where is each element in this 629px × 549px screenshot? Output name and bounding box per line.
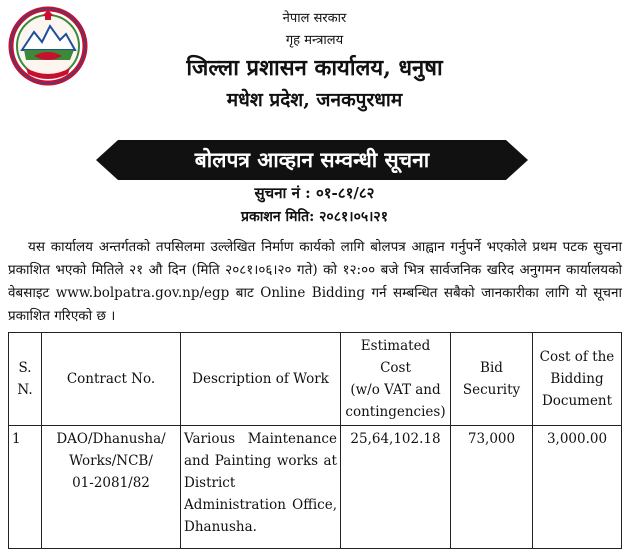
notice-number [0,183,629,203]
publication-date [0,207,629,226]
cell-sn: 1 [9,426,42,549]
notice-number-label: सुचना नं : [254,184,311,202]
table-row [9,426,622,549]
government-name: नेपाल सरकार [282,11,347,26]
cell-description: Various Maintenance and Painting works at District Administration Office, Dhanusha. [181,426,341,549]
header-bid-security: Bid Security [451,333,533,426]
cell-estimated-cost: 25,64,102.18 [341,426,451,549]
header-contract: Contract No. [42,333,181,426]
publication-date-value: २०८१।०५।२१ [319,209,388,225]
title-banner [96,140,528,180]
notice-title: बोलपत्र आव्हान सम्वन्धी सूचना [194,147,430,172]
header-sn: S. N. [9,333,42,426]
cell-bid-security: 73,000 [451,426,533,549]
province-name: मधेश प्रदेश, जनकपुरधाम [226,89,403,111]
office-name: जिल्ला प्रशासन कार्यालय, धनुषा [186,55,443,81]
notice-number-value: ०१-८१/८२ [315,184,375,202]
tender-table [8,332,622,549]
table-header-row [9,333,622,426]
cell-contract: DAO/Dhanusha/ Works/NCB/ 01-2081/82 [42,426,181,549]
header-document-cost: Cost of the Bidding Document [533,333,622,426]
cell-document-cost: 3,000.00 [533,426,622,549]
ministry-name: गृह मन्त्रालय [285,33,344,48]
header-description: Description of Work [181,333,341,426]
publication-date-label: प्रकाशन मिति: [240,209,315,225]
header-estimated-cost: Estimated Cost (w/o VAT and contingencies) [341,333,451,426]
notice-body: यस कार्यालय अन्तर्गतको तपसिलमा उल्लेखित निर्माण कार्यको लागि बोलपत्र आह्वान गर्नुपर्ने भएकोले प्रथम पटक सुचना प्रकाशित भएको मितिले २१ औ दिन (मिति २०८१।०६।२० गते) को १२:०० बजे भित्र सार्वजनिक खरिद अनुगमन कार्यालयको वेबसाइट www.bolpatra.gov.np/egp बाट Online Bidding गर्न सम्बन्धित सबैको जानकारीका लागि यो सूचना प्रकाशित गरिएको छ । [8,239,622,324]
